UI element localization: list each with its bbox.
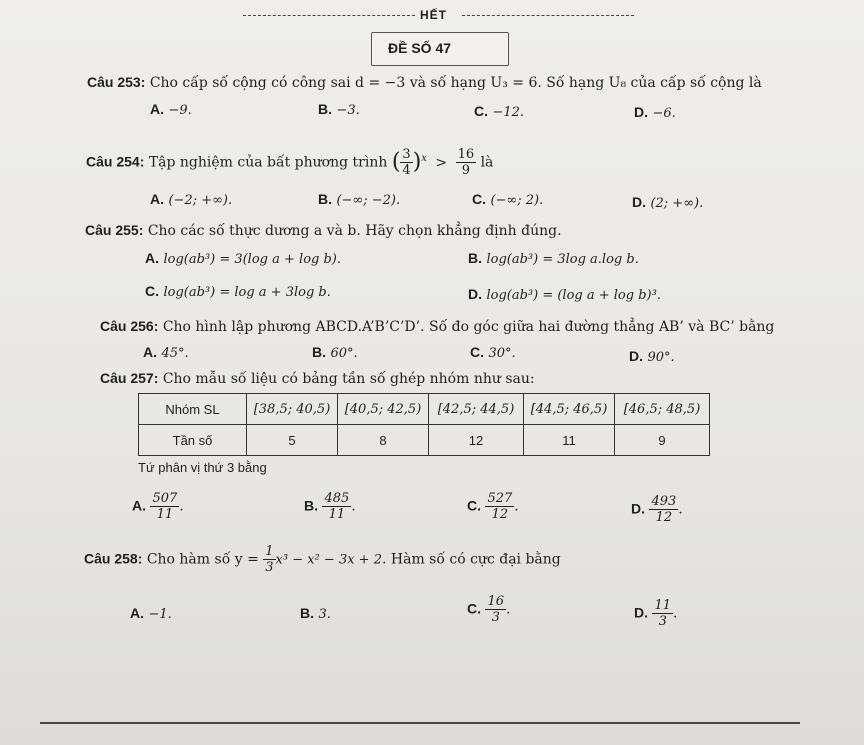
option-256-c[interactable]: C. 30°. xyxy=(470,344,516,361)
table-row xyxy=(139,394,710,425)
question-257-ask: Tứ phân vị thứ 3 bằng xyxy=(138,460,267,475)
option-257-c[interactable]: C. $\frac{527}{12}$ . xyxy=(467,491,519,522)
option-253-b[interactable]: B. −3. xyxy=(318,101,360,118)
option-254-a[interactable]: A. (−2; +∞). xyxy=(150,191,233,208)
table-cell: [46,5; 48,5) xyxy=(615,394,710,425)
question-257 xyxy=(100,370,535,387)
option-257-b[interactable]: B. $\frac{485}{11}$ . xyxy=(304,491,356,522)
table-cell: 5 xyxy=(247,425,338,456)
question-258: Câu 258: Cho hàm số y = $\frac{1}{3}$ x³ − x² − 3x + 2. Hàm số có cực đại bằng xyxy=(84,544,561,575)
dashed-line-right xyxy=(462,15,634,16)
question-label: Câu 256: xyxy=(100,318,159,334)
question-254: Câu 254: Tập nghiệm của bất phương trình ( $\frac{3}{4}$ )$^x$ > $\frac{16}{9}$ là xyxy=(86,147,494,179)
table-cell: [44,5; 46,5) xyxy=(524,394,615,425)
question-label: Câu 257: xyxy=(100,370,159,386)
question-label: Câu 258: xyxy=(84,550,143,567)
option-255-d[interactable]: D. log(ab³) = (log a + log b)³. xyxy=(468,286,661,303)
option-254-b[interactable]: B. (−∞; −2). xyxy=(318,191,401,208)
frequency-table xyxy=(138,393,710,456)
option-258-c[interactable]: C. $\frac{16}{3}$ . xyxy=(467,594,511,625)
option-256-a[interactable]: A. 45°. xyxy=(143,344,189,361)
end-marker: HẾT xyxy=(420,8,447,22)
option-258-a[interactable]: A. −1. xyxy=(130,605,172,622)
option-253-a[interactable]: A. −9. xyxy=(150,101,192,118)
option-253-c[interactable]: C. −12. xyxy=(474,103,525,120)
table-row xyxy=(139,425,710,456)
bottom-rule xyxy=(40,722,800,724)
option-257-a[interactable]: A. $\frac{507}{11}$ . xyxy=(132,491,184,522)
question-text: Cho mẫu số liệu có bảng tần số ghép nhóm như sau: xyxy=(162,371,535,387)
table-cell: [38,5; 40,5) xyxy=(247,394,338,425)
question-label: Câu 253: xyxy=(87,74,146,90)
option-258-d[interactable]: D. $\frac{11}{3}$ . xyxy=(634,598,678,629)
option-255-c[interactable]: C. log(ab³) = log a + 3log b. xyxy=(145,283,331,300)
option-254-c[interactable]: C. (−∞; 2). xyxy=(472,191,544,208)
table-cell: 12 xyxy=(429,425,524,456)
question-label: Câu 255: xyxy=(85,222,144,238)
table-cell: 11 xyxy=(524,425,615,456)
table-cell: 9 xyxy=(615,425,710,456)
table-header-cell: Nhóm SL xyxy=(139,394,247,425)
table-header-cell: Tần số xyxy=(139,425,247,456)
option-256-b[interactable]: B. 60°. xyxy=(312,344,358,361)
coef-fraction: $\frac{1}{3}$ xyxy=(265,544,274,575)
question-label: Câu 254: xyxy=(86,153,145,170)
option-256-d[interactable]: D. 90°. xyxy=(629,348,675,365)
question-text: Cho các số thực dương a và b. Hãy chọn khẳng định đúng. xyxy=(147,223,562,239)
rhs-fraction: $\frac{16}{9}$ xyxy=(457,147,475,179)
base-fraction: $\frac{3}{4}$ xyxy=(402,147,411,179)
option-254-d[interactable]: D. (2; +∞). xyxy=(632,194,704,211)
option-258-b[interactable]: B. 3. xyxy=(300,605,331,622)
option-255-a[interactable]: A. log(ab³) = 3(log a + log b). xyxy=(145,250,341,267)
question-253 xyxy=(87,74,762,91)
table-cell: 8 xyxy=(338,425,429,456)
option-257-d[interactable]: D. $\frac{493}{12}$ . xyxy=(631,494,683,525)
question-text: Tập nghiệm của bất phương trình xyxy=(148,154,388,171)
table-cell: [40,5; 42,5) xyxy=(338,394,429,425)
dashed-line-left xyxy=(243,15,415,16)
exam-title: ĐỀ SỐ 47 xyxy=(388,40,452,56)
option-253-d[interactable]: D. −6. xyxy=(634,104,676,121)
table-cell: [42,5; 44,5) xyxy=(429,394,524,425)
question-255 xyxy=(85,222,562,239)
question-text: Cho hình lập phương ABCD.A’B’C’D’. Số đo góc giữa hai đường thẳng AB’ và BC’ bằng xyxy=(162,319,775,335)
question-256 xyxy=(100,318,774,335)
question-text: Cho cấp số cộng có công sai d = −3 và số hạng U₃ = 6. Số hạng U₈ của cấp số cộng là xyxy=(149,75,762,91)
option-255-b[interactable]: B. log(ab³) = 3log a.log b. xyxy=(468,250,639,267)
